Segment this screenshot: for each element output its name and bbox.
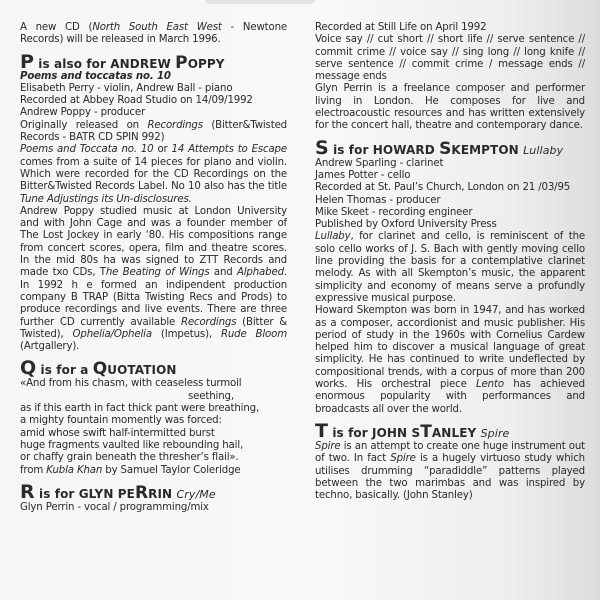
name-capital: R xyxy=(134,482,149,503)
heading-text: UOTATION xyxy=(107,363,177,378)
text: or xyxy=(153,144,172,156)
name-capital: P xyxy=(175,52,188,73)
section-heading-q xyxy=(20,357,287,380)
work-title: Spire xyxy=(480,426,510,440)
text: (Bitter&Twisted Records - BATR CD SPIN 992) xyxy=(20,119,287,144)
credit-line: Andrew Sparling - clarinet xyxy=(315,157,444,169)
work-title: Spire xyxy=(315,440,341,452)
poem-title: Kubla Khan xyxy=(46,464,103,476)
intro-text: A new CD ( xyxy=(20,22,93,33)
work-title: Tune Adjustings its Un-disclosures. xyxy=(20,193,192,205)
drop-letter: Q xyxy=(20,357,37,380)
credit-line: Andrew Poppy - producer xyxy=(20,107,146,119)
name-capital: Q xyxy=(92,359,108,380)
work-description xyxy=(315,231,585,305)
credit-line: Glyn Perrin - vocal / programming/mix xyxy=(20,501,209,513)
credit-line: James Potter - cello xyxy=(315,169,411,181)
lyrics: Voice say // cut short // short life // serve sentence // commit crime // voice say // sing long // long knife // serve sentence // commit crime / message ends // message ends xyxy=(315,34,585,83)
credit-line: Mike Skeet - recording engineer xyxy=(315,206,473,218)
credit-line: Recorded at Still Life on April 1992 xyxy=(315,22,487,33)
name-capital: S xyxy=(439,138,452,159)
work-title: Cry/Me xyxy=(176,487,216,501)
work-description xyxy=(315,441,585,502)
heading-text: OPPY xyxy=(187,56,225,71)
quote-line: as if this earth in fact thick pant were breathing, xyxy=(20,403,260,415)
section-heading-s xyxy=(315,136,585,159)
quote-line: «And from his chasm, with ceaseless turmoil xyxy=(20,378,242,390)
composer-bio: Glyn Perrin is a freelance composer and performer living in London. He composes for live and electroacoustic resources and has written extensively for the concert hall, theatre and contemporary dance. xyxy=(315,83,585,132)
credit-line: Published by Oxford University Press xyxy=(315,219,497,231)
work-title: Poems and toccatas no. 10 xyxy=(20,70,171,82)
credit-line: Helen Thomas - producer xyxy=(315,194,441,206)
heading-text: KEMPTON xyxy=(451,142,519,157)
quote-line: seething, xyxy=(188,390,234,402)
drop-letter: P xyxy=(20,50,35,73)
text: is an attempt to create one huge instrument out of two. In fact xyxy=(315,440,585,465)
work-title: Lullaby xyxy=(315,231,351,243)
text: (Bitter & Twisted), xyxy=(20,316,287,340)
section-heading-t xyxy=(315,419,585,442)
quote-line: or chaffy grain beneath the thresher’s flail». xyxy=(20,452,239,464)
text: by Samuel Taylor Coleridge xyxy=(102,464,241,476)
section-heading-r xyxy=(20,480,287,503)
quote-line: huge fragments vaulted like rebounding hail, xyxy=(20,439,244,451)
text: is a hugely virtuoso study which utilises drumming “paradiddle” patterns played between the two marimbas and was inspired by techno, basically. (John Stanley) xyxy=(315,453,585,502)
credit-line: Recorded at Abbey Road Studio on 14/09/1992 xyxy=(20,95,253,107)
text: . In 1992 h e formed an indipendent production company B TRAP (Bitta Twisting Recs and Prods) to produce recordings and live events. There are three further CD currently available xyxy=(20,267,287,328)
text: Andrew Poppy studied music at London University and with John Cage and was a founder member of The Lost Jockey in early ‘80. His compositions range from concert scores, opera, film and theatre scores. In the mid 80s ha was signed to ZTT Records and made txo CDs, T xyxy=(20,205,287,279)
heading-text: is for HOWARD xyxy=(328,142,440,157)
composer-bio xyxy=(20,206,287,354)
text: , for clarinet and cello, is reminiscent of the solo cello works of J. S. Bach with gently moving cello line providing the basis for a contemplative clarinet melody. As with all Skempton’s music, the apparent simplicity and economy of means serve a profundly expressive musical purpose. xyxy=(315,231,585,304)
work-title: Poems and Toccata no. 10 xyxy=(20,144,154,156)
album-title: Ophelia/Ophelia xyxy=(72,328,152,340)
quote-source xyxy=(20,465,287,477)
work-title: Lullaby xyxy=(523,143,564,157)
top-edge-decoration xyxy=(205,0,315,4)
cd-title: North South East West xyxy=(92,22,222,33)
original-release xyxy=(20,120,287,145)
text: Originally released on xyxy=(20,119,148,131)
text: from xyxy=(20,464,47,476)
credit-line: Elisabeth Perry - violin, Andrew Ball - piano xyxy=(20,82,233,94)
work-title: Lento xyxy=(476,379,504,391)
text: and xyxy=(209,267,237,279)
heading-text: is for JOHN S xyxy=(328,425,421,440)
work-title: 14 Attempts to Escape xyxy=(171,144,287,156)
album-title: he Beating of Wings xyxy=(105,267,210,279)
album-title: Recordings xyxy=(180,316,237,328)
work-description xyxy=(20,144,287,205)
composer-bio xyxy=(315,305,585,416)
work-title: Spire xyxy=(390,453,416,465)
credit-line: Recorded at St. Paul’s Church, London on 21 /03/95 xyxy=(315,182,571,194)
heading-text: ANLEY xyxy=(431,425,477,440)
text: (Impetus), xyxy=(151,328,221,340)
drop-letter: R xyxy=(20,480,35,503)
right-column xyxy=(315,22,585,502)
text: has achieved enormous popularity with performances and broadcasts all over the world. xyxy=(315,379,585,415)
text: Howard Skempton was born in 1947, and has worked as a composer, accordionist and music publisher. His period of study in the 1960s with Cornelius Cardew helped him to discover a musical language of great simplicity. He has continued to write undeflected by compositional trends, with a corpus of more than 200 works. His orchestral piece xyxy=(315,305,585,391)
text: comes from a suite of 14 pieces for piano and violin. Which were recorded for the CD Recordings on the Bitter&Twisted Records Label. No 10 also has the title xyxy=(20,156,287,193)
heading-text: RIN xyxy=(148,486,173,501)
album-title: Recordings xyxy=(147,119,203,131)
heading-text: is for a xyxy=(36,363,93,378)
album-title: Alphabed xyxy=(236,267,284,279)
album-title: Rude Bloom xyxy=(220,328,287,340)
name-capital: T xyxy=(420,421,432,442)
heading-text: is also for ANDREW xyxy=(34,56,176,71)
drop-letter: T xyxy=(315,419,329,442)
text: (Artgallery). xyxy=(20,341,80,353)
section-heading-p xyxy=(20,50,287,73)
quote-line: a mighty fountain momently was forced: xyxy=(20,415,222,427)
intro-paragraph xyxy=(20,22,287,47)
quote-line: amid whose swift half-intermitted burst xyxy=(20,427,215,439)
intro-text: - Newtone Records) will be released in March 1996. xyxy=(20,22,287,46)
heading-text: is for GLYN PE xyxy=(34,486,135,501)
drop-letter: S xyxy=(315,136,329,159)
left-column xyxy=(20,22,287,514)
